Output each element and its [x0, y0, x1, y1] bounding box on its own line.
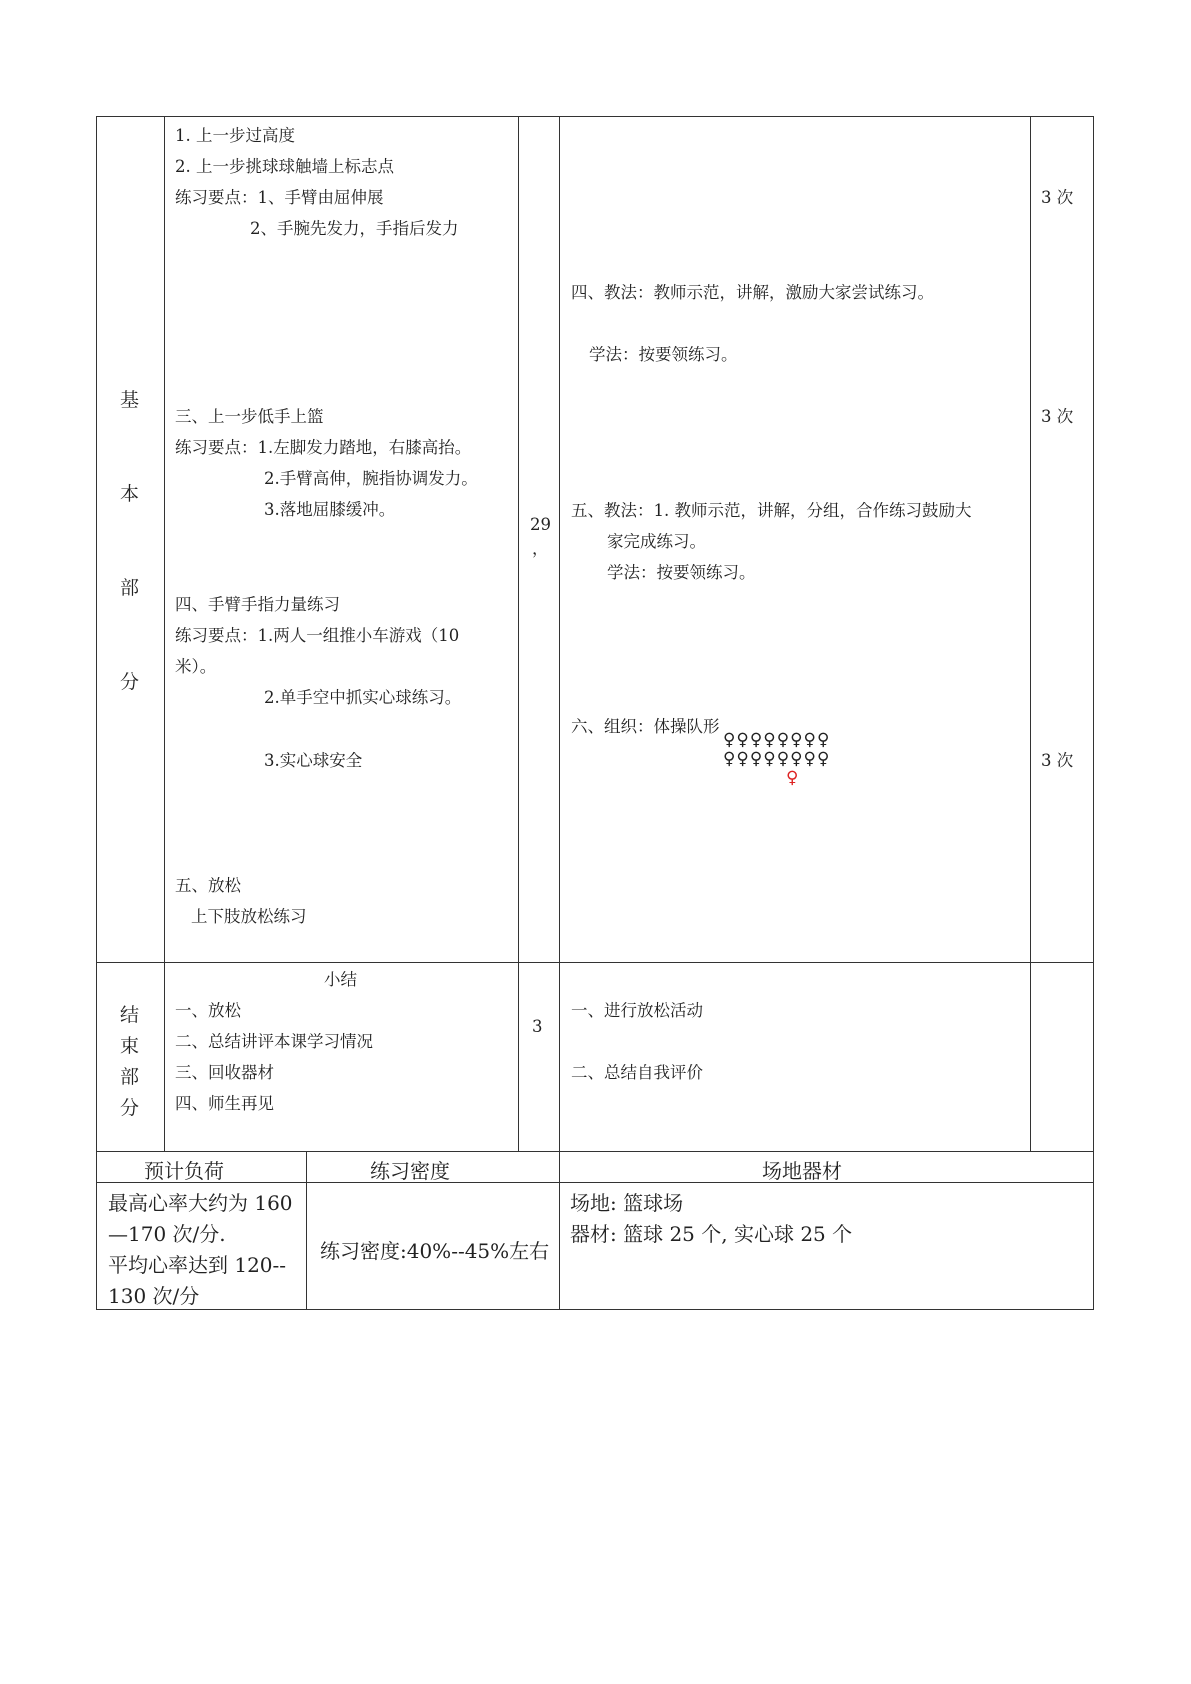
method-line: 四、教法：教师示范，讲解，激励大家尝试练习。: [571, 283, 934, 302]
content-line: 3.落地屈膝缓冲。: [264, 500, 396, 519]
method-line: 家完成练习。: [607, 532, 706, 551]
content-line: 一、放松: [175, 1001, 241, 1020]
method-line: 五、教法：1. 教师示范，讲解，分组，合作练习鼓励大: [571, 501, 972, 520]
load-line: —170 次/分.: [108, 1222, 226, 1246]
section-label-char: 部: [120, 577, 140, 599]
content-line: 五、放松: [175, 876, 241, 895]
content-line: 2.手臂高伸，腕指协调发力。: [264, 469, 478, 488]
header-venue: 场地器材: [762, 1159, 842, 1183]
content-line: 2、手腕先发力，手指后发力: [250, 219, 459, 238]
method-line: 六、组织：体操队形: [571, 717, 720, 736]
reps-value: 3 次: [1041, 407, 1074, 426]
load-line: 130 次/分: [108, 1284, 200, 1308]
content-line: 四、手臂手指力量练习: [175, 595, 340, 614]
basic-time: 29: [530, 515, 551, 534]
formation-row-2: ♀♀♀♀♀♀♀♀: [723, 749, 831, 769]
content-line: 三、回收器材: [175, 1063, 274, 1082]
content-line: 二、总结讲评本课学习情况: [175, 1032, 373, 1051]
venue-line: 场地: 篮球场: [570, 1191, 684, 1215]
section-label-char: 基: [120, 389, 140, 411]
content-line: 四、师生再见: [175, 1094, 274, 1113]
formation-row-1: ♀♀♀♀♀♀♀♀: [723, 730, 831, 750]
section-label-char: 结: [120, 1004, 140, 1026]
content-line: 练习要点：1.左脚发力踏地，右膝高抬。: [175, 438, 472, 457]
header-load: 预计负荷: [144, 1159, 224, 1183]
content-line: 2.单手空中抓实心球练习。: [264, 688, 462, 707]
section-label-char: 本: [120, 483, 140, 505]
method-line: 学法：按要领练习。: [607, 563, 756, 582]
method-line: 二、总结自我评价: [571, 1063, 703, 1082]
content-line: 练习要点：1.两人一组推小车游戏（10: [175, 626, 460, 645]
method-line: 一、进行放松活动: [571, 1001, 703, 1020]
load-line: 最高心率大约为 160: [108, 1191, 293, 1215]
section-label-char: 束: [120, 1035, 140, 1057]
method-line: 学法：按要领练习。: [589, 345, 738, 364]
content-line: 三、上一步低手上篮: [175, 407, 324, 426]
content-line: 3.实心球安全: [264, 751, 363, 770]
venue-line: 器材: 篮球 25 个, 实心球 25 个: [570, 1222, 853, 1246]
content-line: 1. 上一步过高度: [175, 126, 295, 145]
reps-value: 3 次: [1041, 751, 1074, 770]
formation-teacher: ♀: [786, 768, 800, 788]
reps-value: 3 次: [1041, 188, 1074, 207]
content-line: 上下肢放松练习: [191, 907, 307, 926]
density-value: 练习密度:40%--45%左右: [320, 1239, 550, 1263]
content-line: 练习要点：1、手臂由屈伸展: [175, 188, 384, 207]
load-line: 平均心率达到 120--: [108, 1253, 287, 1277]
content-line: 2. 上一步挑球球触墙上标志点: [175, 157, 394, 176]
content-line: 米）。: [175, 657, 217, 676]
section-label-char: 部: [120, 1066, 140, 1088]
ending-title: 小结: [324, 970, 357, 989]
section-label-char: 分: [120, 1097, 140, 1119]
basic-time-mark: ，: [532, 539, 549, 558]
header-density: 练习密度: [370, 1159, 450, 1183]
ending-time: 3: [532, 1017, 543, 1036]
section-label-char: 分: [120, 671, 140, 693]
